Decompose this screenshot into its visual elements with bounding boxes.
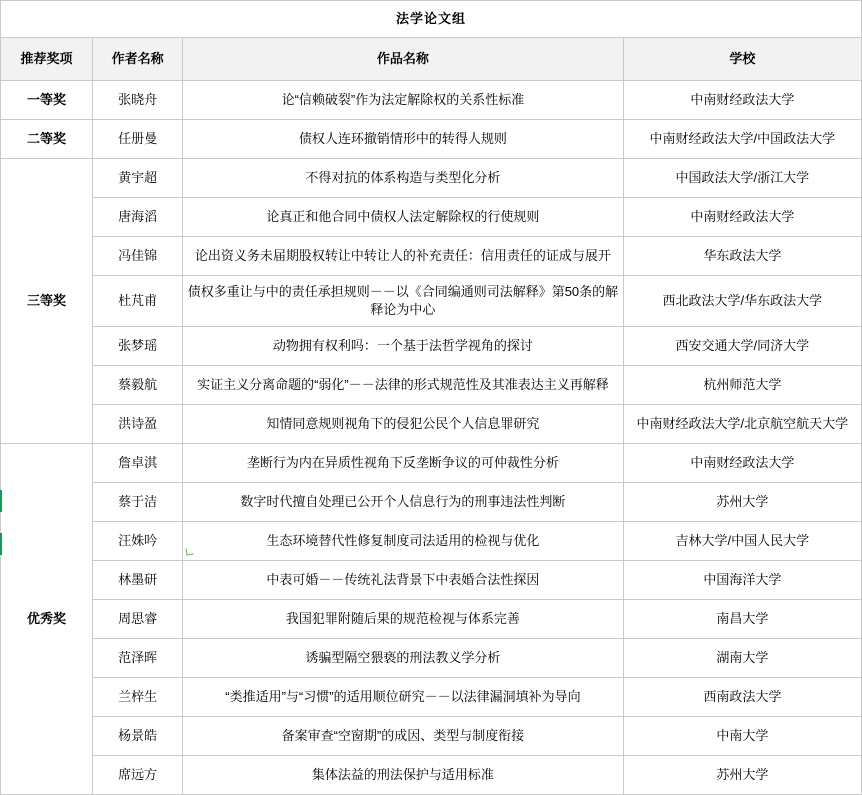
table-row <box>1 717 862 756</box>
school-name: 中南财经政法大学 <box>623 198 861 237</box>
school-name: 南昌大学 <box>623 600 861 639</box>
table-row <box>1 198 862 237</box>
award-group-label: 优秀奖 <box>1 444 93 795</box>
column-header-work: 作品名称 <box>183 38 624 81</box>
work-title: 诱骗型隔空猥亵的刑法教义学分析 <box>183 639 624 678</box>
school-name: 华东政法大学 <box>623 237 861 276</box>
school-name: 西安交通大学/同济大学 <box>623 327 861 366</box>
work-title: 债权人连环撤销情形中的转得人规则 <box>183 120 624 159</box>
work-title: 数字时代擅自处理已公开个人信息行为的刑事违法性判断 <box>183 483 624 522</box>
table-row <box>1 120 862 159</box>
table-row <box>1 327 862 366</box>
table-row <box>1 678 862 717</box>
table-row <box>1 81 862 120</box>
author-name: 洪诗盈 <box>93 405 183 444</box>
author-name: 任册曼 <box>93 120 183 159</box>
award-group-label: 三等奖 <box>1 159 93 444</box>
work-title: 实证主义分离命题的“弱化”－－法律的形式规范性及其准表达主义再解释 <box>183 366 624 405</box>
work-title: 动物拥有权利吗：一个基于法哲学视角的探讨 <box>183 327 624 366</box>
left-edge-marker <box>0 533 2 555</box>
work-title: 集体法益的刑法保护与适用标准 <box>183 756 624 795</box>
table-row <box>1 639 862 678</box>
school-name: 中南大学 <box>623 717 861 756</box>
author-name: 汪姝吟 <box>93 522 183 561</box>
author-name: 杨景皓 <box>93 717 183 756</box>
school-name: 苏州大学 <box>623 483 861 522</box>
table-title-row <box>1 1 862 38</box>
school-name: 中南财经政法大学/北京航空航天大学 <box>623 405 861 444</box>
table-header-row <box>1 38 862 81</box>
author-name: 张晓舟 <box>93 81 183 120</box>
page-title: 法学论文组 <box>1 1 862 38</box>
table-row <box>1 600 862 639</box>
column-header-award: 推荐奖项 <box>1 38 93 81</box>
author-name: 张梦瑶 <box>93 327 183 366</box>
work-title: 论真正和他合同中债权人法定解除权的行使规则 <box>183 198 624 237</box>
work-title: 论“信赖破裂”作为法定解除权的关系性标准 <box>183 81 624 120</box>
left-edge-marker <box>0 490 2 512</box>
school-name: 吉林大学/中国人民大学 <box>623 522 861 561</box>
school-name: 杭州师范大学 <box>623 366 861 405</box>
author-name: 冯佳锦 <box>93 237 183 276</box>
author-name: 杜芃甫 <box>93 276 183 327</box>
school-name: 西南政法大学 <box>623 678 861 717</box>
table-row <box>1 522 862 561</box>
author-name: 蔡于洁 <box>93 483 183 522</box>
work-title: 知情同意规则视角下的侵犯公民个人信息罪研究 <box>183 405 624 444</box>
work-title: 生态环境替代性修复制度司法适用的检视与优化 <box>183 522 624 561</box>
work-title: 债权多重让与中的责任承担规则－－以《合同编通则司法解释》第50条的解释论为中心 <box>183 276 624 327</box>
award-group-label: 二等奖 <box>1 120 93 159</box>
school-name: 中南财经政法大学 <box>623 81 861 120</box>
school-name: 中南财经政法大学 <box>623 444 861 483</box>
award-group-label: 一等奖 <box>1 81 93 120</box>
table-row <box>1 366 862 405</box>
author-name: 黄宇超 <box>93 159 183 198</box>
work-title: 备案审查“空窗期”的成因、类型与制度衔接 <box>183 717 624 756</box>
column-header-school: 学校 <box>623 38 861 81</box>
author-name: 林墨研 <box>93 561 183 600</box>
column-header-author: 作者名称 <box>93 38 183 81</box>
work-title: 垄断行为内在异质性视角下反垄断争议的可仲裁性分析 <box>183 444 624 483</box>
author-name: 唐海滔 <box>93 198 183 237</box>
author-name: 詹卓淇 <box>93 444 183 483</box>
checkmark-icon <box>185 547 193 555</box>
school-name: 中国政法大学/浙江大学 <box>623 159 861 198</box>
author-name: 蔡毅航 <box>93 366 183 405</box>
author-name: 周思睿 <box>93 600 183 639</box>
school-name: 西北政法大学/华东政法大学 <box>623 276 861 327</box>
table-row <box>1 483 862 522</box>
author-name: 范泽晖 <box>93 639 183 678</box>
table-row <box>1 405 862 444</box>
author-name: 兰梓生 <box>93 678 183 717</box>
school-name: 中国海洋大学 <box>623 561 861 600</box>
table-row <box>1 159 862 198</box>
table-row <box>1 276 862 327</box>
work-title: 不得对抗的体系构造与类型化分析 <box>183 159 624 198</box>
author-name: 席远方 <box>93 756 183 795</box>
table-row <box>1 756 862 795</box>
work-title: 我国犯罪附随后果的规范检视与体系完善 <box>183 600 624 639</box>
work-title: 论出资义务未届期股权转让中转让人的补充责任：信用责任的证成与展开 <box>183 237 624 276</box>
school-name: 中南财经政法大学/中国政法大学 <box>623 120 861 159</box>
school-name: 苏州大学 <box>623 756 861 795</box>
work-title: 中表可婚－－传统礼法背景下中表婚合法性探因 <box>183 561 624 600</box>
table-row <box>1 561 862 600</box>
table-row <box>1 237 862 276</box>
work-title: “类推适用”与“习惯”的适用顺位研究－－以法律漏洞填补为导向 <box>183 678 624 717</box>
table-row <box>1 444 862 483</box>
school-name: 湖南大学 <box>623 639 861 678</box>
